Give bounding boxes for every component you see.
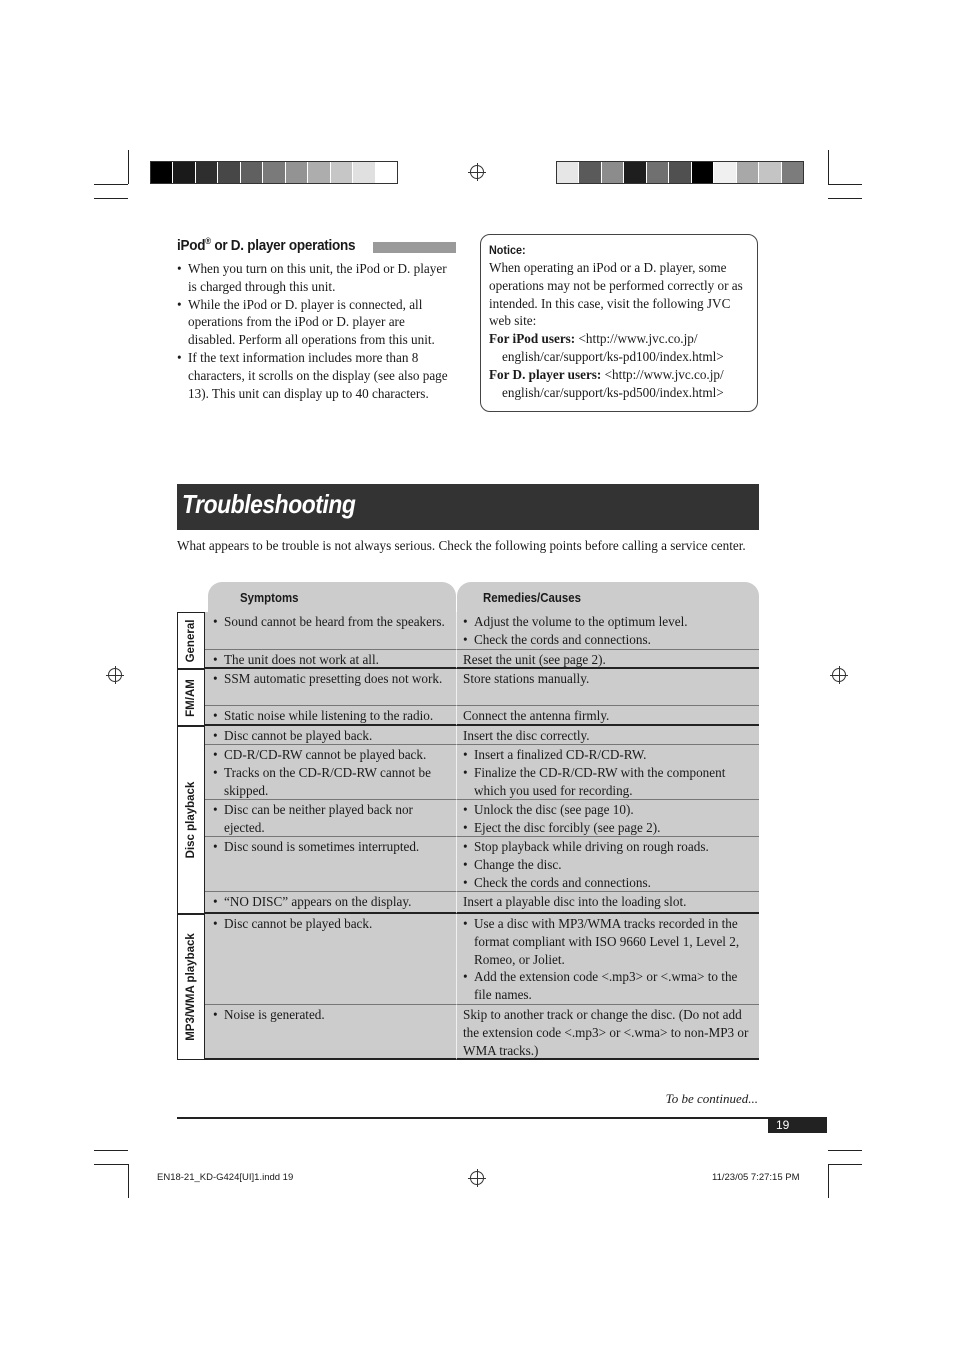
intro-text: What appears to be trouble is not always serious. Check the following points before calling a service center. — [177, 538, 746, 553]
color-swatch — [196, 162, 218, 183]
notice-body: When operating an iPod or a D. player, some operations may not be performed correctly or as intended. In this case, visit the following JVC web site: — [489, 260, 743, 329]
registration-target-icon — [832, 668, 846, 682]
symptoms-header: Symptoms — [208, 582, 456, 612]
list-item: • Insert a finalized CD-R/CD-RW. — [463, 746, 755, 764]
footer-timestamp: 11/23/05 7:27:15 PM — [712, 1172, 800, 1183]
cell-text: Store stations manually. — [463, 671, 590, 686]
color-swatch — [151, 162, 173, 183]
list-item: • Disc can be neither played back nor ejected. — [213, 801, 456, 837]
remedy-cell — [456, 914, 759, 1005]
color-swatch — [624, 162, 646, 183]
color-swatch — [376, 162, 397, 183]
list-item: • Finalize the CD-R/CD-RW with the component which you used for recording. — [463, 764, 755, 800]
remedy-cell — [456, 892, 759, 914]
list-item: • Stop playback while driving on rough roads. — [463, 838, 755, 856]
bottom-rule — [177, 1117, 827, 1119]
remedy-cell — [456, 669, 759, 706]
symptom-cell — [205, 745, 456, 800]
list-item: • Disc sound is sometimes interrupted. — [213, 838, 456, 856]
list-item: • SSM automatic presetting does not work. — [213, 670, 456, 688]
ipod-section-title: iPod® or D. player operations — [177, 236, 356, 254]
list-item: • Static noise while listening to the radio. — [213, 707, 456, 725]
list-item: • “NO DISC” appears on the display. — [213, 893, 456, 911]
color-swatch — [647, 162, 669, 183]
list-item: • Unlock the disc (see page 10). — [463, 801, 755, 819]
ipod-bullets — [177, 260, 455, 402]
section-title-bar — [373, 242, 456, 253]
list-item: • While the iPod or D. player is connected, all operations from the iPod or D. player are disabled. Perform all operations from this unit. — [177, 296, 455, 349]
symptom-cell — [205, 837, 456, 892]
list-item: • The unit does not work at all. — [213, 651, 456, 669]
list-item: • Sound cannot be heard from the speakers. — [213, 613, 456, 631]
remedies-header: Remedies/Causes — [457, 582, 759, 612]
ipod-url: <http://www.jvc.co.jp/ — [575, 331, 698, 347]
cell-text: Reset the unit (see page 2). — [463, 652, 606, 667]
list-item: • Use a disc with MP3/WMA tracks recorded in the format compliant with ISO 9660 Level 1, Level 2, Romeo, or Joliet. — [463, 915, 755, 968]
symptom-cell — [205, 914, 456, 1005]
symptom-cell — [205, 1005, 456, 1060]
symptom-cell — [205, 650, 456, 669]
list-item: • Disc cannot be played back. — [213, 915, 456, 933]
color-swatch — [331, 162, 353, 183]
color-swatch — [353, 162, 375, 183]
ipod-users-label: For iPod users: — [489, 331, 576, 347]
color-calibration-bar-right — [556, 161, 804, 184]
remedy-cell — [456, 1005, 759, 1060]
dplayer-url-cont: english/car/support/ks-pd500/index.html> — [502, 384, 724, 400]
symptom-cell — [205, 612, 456, 650]
cell-text: Skip to another track or change the disc. (Do not add the extension code <.mp3> or <.wma> to non-MP3 or WMA tracks.) — [463, 1007, 749, 1058]
color-swatch — [669, 162, 691, 183]
list-item: • Eject the disc forcibly (see page 2). — [463, 819, 755, 837]
symptom-cell — [205, 669, 456, 706]
list-item: • When you turn on this unit, the iPod or D. player is charged through this unit. — [177, 260, 455, 296]
list-item: • Check the cords and connections. — [463, 631, 755, 649]
cell-text: Connect the antenna firmly. — [463, 708, 610, 723]
dplayer-users-label: For D. player users: — [489, 366, 602, 382]
category-label: Disc playback — [177, 726, 205, 914]
registration-target-icon — [470, 165, 484, 179]
registration-target-icon — [108, 668, 122, 682]
remedy-cell — [456, 650, 759, 669]
color-calibration-bar-left — [150, 161, 398, 184]
color-swatch — [714, 162, 736, 183]
color-swatch — [286, 162, 308, 183]
color-swatch — [737, 162, 759, 183]
page-title: Troubleshooting — [182, 489, 356, 519]
color-swatch — [218, 162, 240, 183]
remedy-cell — [456, 800, 759, 837]
footer-file: EN18-21_KD-G424[UI]1.indd 19 — [157, 1172, 294, 1183]
page-number: 19 — [768, 1118, 827, 1133]
list-item: • Noise is generated. — [213, 1006, 456, 1024]
color-swatch — [602, 162, 624, 183]
list-item: • Disc cannot be played back. — [213, 727, 456, 745]
symptom-cell — [205, 800, 456, 837]
color-swatch — [759, 162, 781, 183]
list-item: • Tracks on the CD-R/CD-RW cannot be skipped. — [213, 764, 456, 800]
symptom-cell — [205, 706, 456, 726]
remedy-cell — [456, 612, 759, 650]
list-item: • CD-R/CD-RW cannot be played back. — [213, 746, 456, 764]
symptom-cell — [205, 726, 456, 745]
ipod-url-cont: english/car/support/ks-pd100/index.html> — [502, 348, 724, 364]
notice-box — [480, 234, 758, 412]
color-swatch — [241, 162, 263, 183]
dplayer-url: <http://www.jvc.co.jp/ — [601, 366, 724, 382]
remedy-cell — [456, 837, 759, 892]
color-swatch — [557, 162, 579, 183]
color-swatch — [263, 162, 285, 183]
continued-note: To be continued... — [665, 1091, 758, 1106]
remedy-cell — [456, 726, 759, 745]
color-swatch — [173, 162, 195, 183]
list-item: • Change the disc. — [463, 856, 755, 874]
registration-target-icon — [470, 1171, 484, 1185]
color-swatch — [308, 162, 330, 183]
category-label: General — [177, 612, 205, 669]
list-item: • Check the cords and connections. — [463, 874, 755, 892]
color-swatch — [782, 162, 803, 183]
cell-text: Insert the disc correctly. — [463, 728, 590, 743]
list-item: • Add the extension code <.mp3> or <.wma> to the file names. — [463, 968, 755, 1004]
symptom-cell — [205, 892, 456, 914]
color-swatch — [579, 162, 601, 183]
category-label: MP3/WMA playback — [177, 914, 205, 1060]
cell-text: Insert a playable disc into the loading slot. — [463, 894, 687, 909]
list-item: • If the text information includes more than 8 characters, it scrolls on the display (see also page 13). This unit can display up to 40 characters. — [177, 349, 455, 402]
remedy-cell — [456, 706, 759, 726]
remedy-cell — [456, 745, 759, 800]
notice-heading: Notice: — [489, 243, 526, 257]
color-swatch — [692, 162, 714, 183]
list-item: • Adjust the volume to the optimum level. — [463, 613, 755, 631]
category-label: FM/AM — [177, 669, 205, 726]
